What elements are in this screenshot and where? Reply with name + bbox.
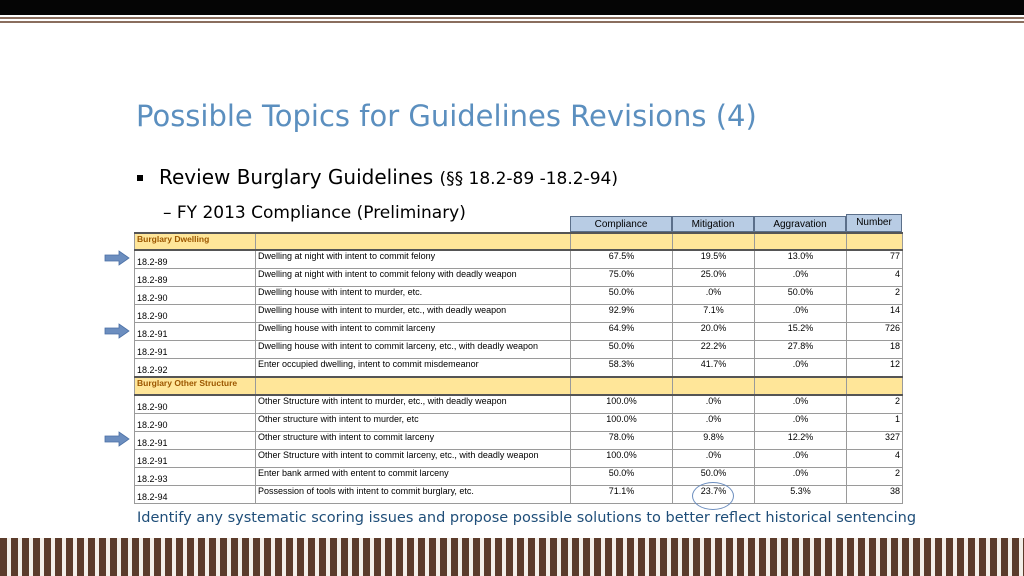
header-compliance: Compliance [570, 216, 672, 232]
aggravation-value: .0% [755, 359, 847, 378]
bullet-statute-ref: (§§ 18.2-89 -18.2-94) [439, 169, 618, 189]
mitigation-value: .0% [673, 449, 755, 467]
compliance-value: 100.0% [571, 449, 673, 467]
offense-description: Dwelling house with intent to murder, etc., with deadly weapon [256, 305, 571, 323]
offense-description: Dwelling house with intent to commit larceny, etc., with deadly weapon [256, 341, 571, 359]
section-name: Burglary Other Structure [135, 377, 256, 394]
statute-code: 18.2-90 [135, 287, 256, 305]
table-row [135, 485, 903, 503]
aggravation-value: 5.3% [755, 485, 847, 503]
header-mitigation: Mitigation [672, 216, 754, 232]
bullet-main-text: Review Burglary Guidelines [159, 165, 434, 189]
aggravation-value: .0% [755, 449, 847, 467]
section-blank-cell [755, 377, 847, 394]
compliance-value: 100.0% [571, 413, 673, 431]
section-blank-cell [673, 233, 755, 250]
bottom-stripe-border [0, 538, 1024, 576]
number-value: 77 [847, 250, 903, 269]
aggravation-value: 12.2% [755, 431, 847, 449]
table-row [135, 269, 903, 287]
mitigation-value: 20.0% [673, 323, 755, 341]
bullet-main [159, 165, 618, 189]
aggravation-value: 15.2% [755, 323, 847, 341]
offense-description: Enter occupied dwelling, intent to commit misdemeanor [256, 359, 571, 378]
mitigation-value: 9.8% [673, 431, 755, 449]
section-blank-cell [256, 233, 571, 250]
compliance-value: 64.9% [571, 323, 673, 341]
section-blank-cell [673, 377, 755, 394]
table-row [135, 467, 903, 485]
section-row [135, 233, 903, 250]
right-arrow-icon [104, 431, 130, 447]
table-row [135, 395, 903, 414]
statute-code: 18.2-90 [135, 395, 256, 414]
number-value: 2 [847, 395, 903, 414]
offense-description: Dwelling house with intent to commit larceny [256, 323, 571, 341]
mitigation-value: 22.2% [673, 341, 755, 359]
section-blank-cell [256, 377, 571, 394]
number-value: 1 [847, 413, 903, 431]
mitigation-value: .0% [673, 395, 755, 414]
number-value: 726 [847, 323, 903, 341]
section-blank-cell [847, 377, 903, 394]
aggravation-value: .0% [755, 305, 847, 323]
table-row [135, 413, 903, 431]
statute-code: 18.2-91 [135, 431, 256, 449]
table-row [135, 341, 903, 359]
offense-description: Enter bank armed with entent to commit larceny [256, 467, 571, 485]
table-row [135, 359, 903, 378]
mitigation-value: .0% [673, 287, 755, 305]
aggravation-value: 27.8% [755, 341, 847, 359]
square-bullet-icon [137, 175, 143, 181]
number-value: 38 [847, 485, 903, 503]
mitigation-value: 19.5% [673, 250, 755, 269]
section-blank-cell [571, 377, 673, 394]
mitigation-value: .0% [673, 413, 755, 431]
statute-code: 18.2-91 [135, 449, 256, 467]
top-dark-bar [0, 0, 1024, 15]
right-arrow-icon [104, 323, 130, 339]
compliance-value: 58.3% [571, 359, 673, 378]
section-row [135, 377, 903, 394]
offense-description: Other structure with intent to murder, etc [256, 413, 571, 431]
table-row [135, 250, 903, 269]
compliance-value: 100.0% [571, 395, 673, 414]
header-aggravation: Aggravation [754, 216, 846, 232]
compliance-value: 71.1% [571, 485, 673, 503]
table-row [135, 449, 903, 467]
section-blank-cell [755, 233, 847, 250]
footer-note: Identify any systematic scoring issues and propose possible solutions to better reflect historical sentencing [137, 510, 917, 526]
number-value: 2 [847, 287, 903, 305]
table-row [135, 305, 903, 323]
header-number: Number [846, 214, 902, 232]
section-blank-cell [847, 233, 903, 250]
statute-code: 18.2-90 [135, 305, 256, 323]
statute-code: 18.2-89 [135, 269, 256, 287]
aggravation-value: 50.0% [755, 287, 847, 305]
statute-code: 18.2-89 [135, 250, 256, 269]
mitigation-value: 7.1% [673, 305, 755, 323]
compliance-value: 67.5% [571, 250, 673, 269]
mitigation-value: 23.7% [673, 485, 755, 503]
mitigation-value: 41.7% [673, 359, 755, 378]
table-row [135, 323, 903, 341]
number-value: 18 [847, 341, 903, 359]
compliance-value: 50.0% [571, 341, 673, 359]
statute-code: 18.2-93 [135, 467, 256, 485]
number-value: 12 [847, 359, 903, 378]
table-row [135, 431, 903, 449]
offense-description: Possession of tools with intent to commit burglary, etc. [256, 485, 571, 503]
section-name: Burglary Dwelling [135, 233, 256, 250]
offense-description: Other Structure with intent to commit larceny, etc., with deadly weapon [256, 449, 571, 467]
statute-code: 18.2-92 [135, 359, 256, 378]
aggravation-value: .0% [755, 395, 847, 414]
statute-code: 18.2-90 [135, 413, 256, 431]
statute-code: 18.2-91 [135, 341, 256, 359]
offense-description: Dwelling at night with intent to commit felony with deadly weapon [256, 269, 571, 287]
offense-description: Other Structure with intent to murder, etc., with deadly weapon [256, 395, 571, 414]
right-arrow-icon [104, 250, 130, 266]
top-stripe-border [0, 15, 1024, 27]
mitigation-value: 25.0% [673, 269, 755, 287]
statute-code: 18.2-94 [135, 485, 256, 503]
aggravation-value: 13.0% [755, 250, 847, 269]
compliance-table [134, 232, 903, 504]
aggravation-value: .0% [755, 467, 847, 485]
number-value: 2 [847, 467, 903, 485]
compliance-value: 50.0% [571, 467, 673, 485]
number-value: 4 [847, 449, 903, 467]
offense-description: Other structure with intent to commit larceny [256, 431, 571, 449]
compliance-value: 75.0% [571, 269, 673, 287]
section-blank-cell [571, 233, 673, 250]
table-row [135, 287, 903, 305]
highlight-circle [692, 482, 734, 510]
aggravation-value: .0% [755, 269, 847, 287]
sub-bullet: – FY 2013 Compliance (Preliminary) [163, 203, 466, 223]
number-value: 327 [847, 431, 903, 449]
compliance-value: 50.0% [571, 287, 673, 305]
slide-title: Possible Topics for Guidelines Revisions (4) [136, 99, 757, 133]
offense-description: Dwelling house with intent to murder, etc. [256, 287, 571, 305]
number-value: 14 [847, 305, 903, 323]
compliance-value: 92.9% [571, 305, 673, 323]
aggravation-value: .0% [755, 413, 847, 431]
compliance-value: 78.0% [571, 431, 673, 449]
number-value: 4 [847, 269, 903, 287]
statute-code: 18.2-91 [135, 323, 256, 341]
offense-description: Dwelling at night with intent to commit felony [256, 250, 571, 269]
mitigation-value: 50.0% [673, 467, 755, 485]
